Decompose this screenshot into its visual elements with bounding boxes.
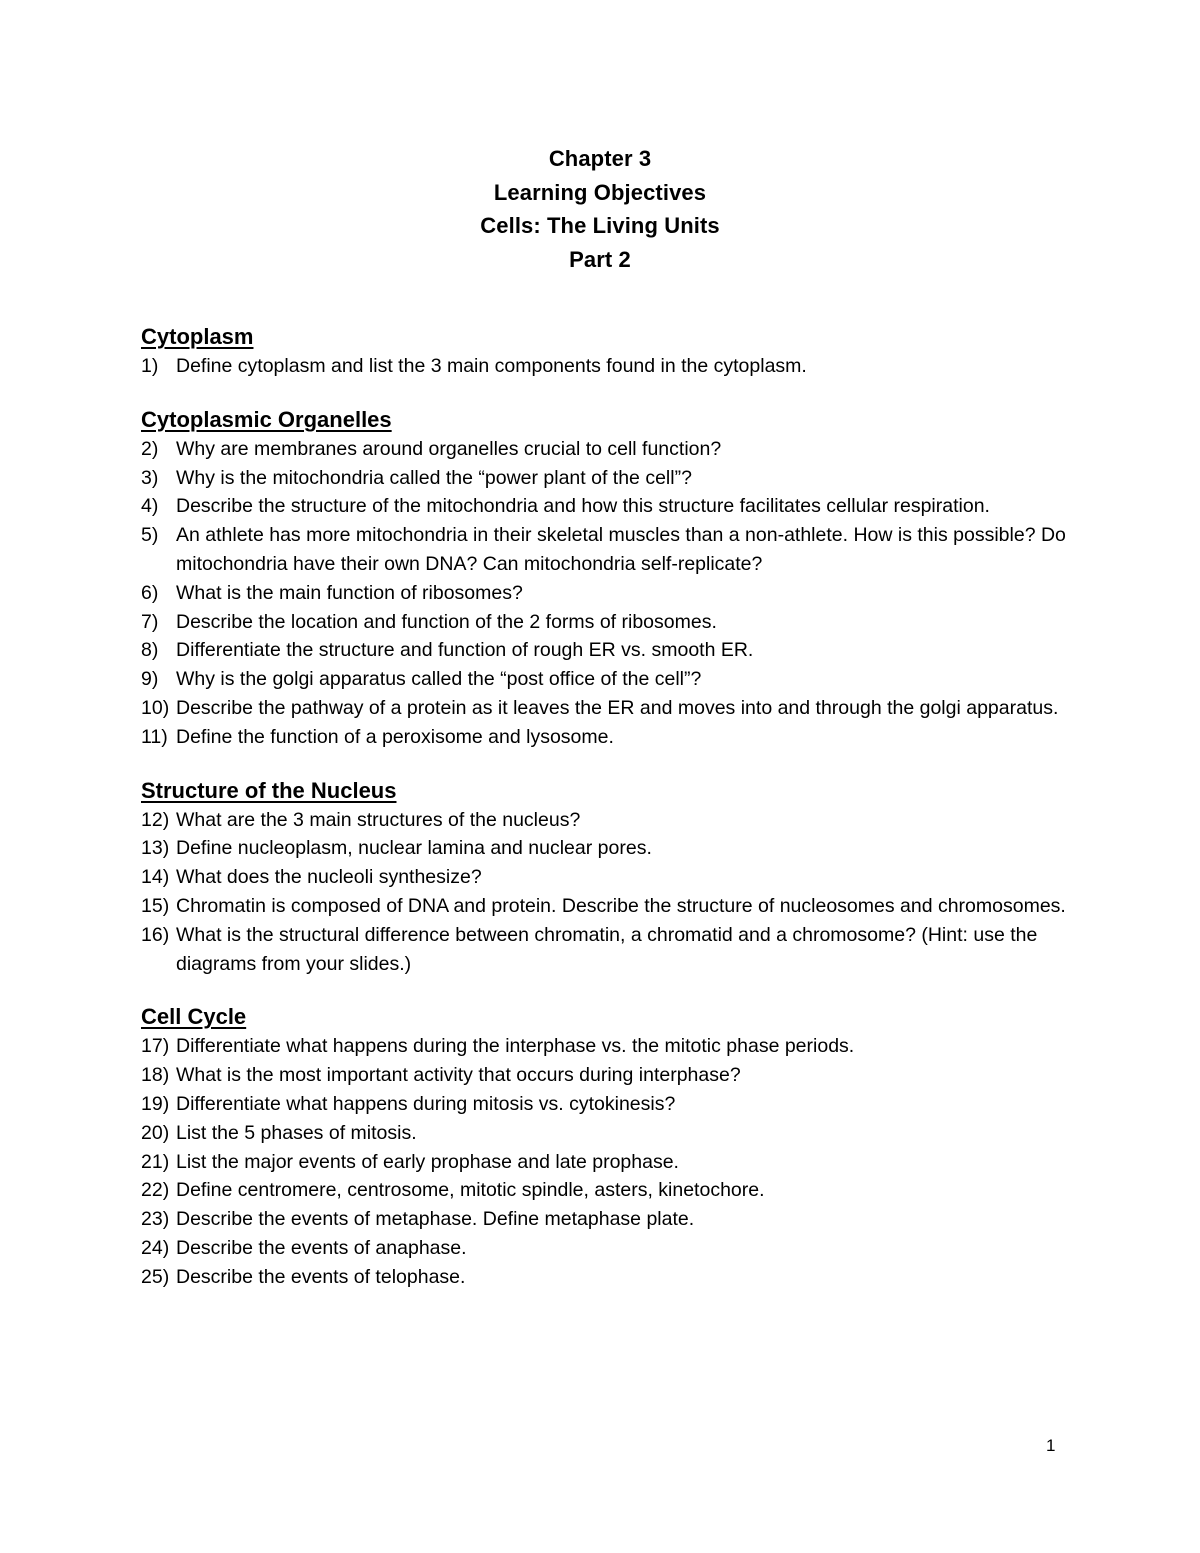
objective-text: An athlete has more mitochondria in their skeletal muscles than a non-athlete. How is this possible? Do mitochondria have their own DNA? Can mitochondria self-replicate?	[176, 524, 1066, 575]
objective-text: What are the 3 main structures of the nucleus?	[176, 808, 581, 831]
section-heading: Cytoplasmic Organelles	[141, 406, 392, 432]
section	[141, 776, 1071, 979]
objective-text: Describe the events of metaphase. Define metaphase plate.	[176, 1208, 695, 1231]
title-learning-objectives: Learning Objectives	[493, 179, 707, 205]
objective-text: What is the most important activity that occurs during interphase?	[176, 1064, 741, 1087]
objective-number: 6)	[141, 581, 159, 604]
objective-item	[141, 892, 1071, 921]
objective-number: 15)	[141, 894, 170, 917]
objective-number: 7)	[141, 610, 159, 633]
objective-item	[141, 492, 1071, 521]
objective-item	[141, 1090, 1071, 1119]
objective-number: 4)	[141, 495, 159, 518]
section-heading: Structure of the Nucleus	[141, 777, 397, 803]
objective-number: 17)	[141, 1035, 170, 1058]
objective-text: What is the structural difference between chromatin, a chromatid and a chromosome? (Hint: use the diagrams from your slides.)	[176, 923, 1038, 975]
objective-text: Differentiate what happens during mitosis vs. cytokinesis?	[176, 1092, 676, 1115]
objective-number: 22)	[141, 1179, 170, 1202]
objective-text: Differentiate the structure and function of rough ER vs. smooth ER.	[176, 639, 754, 662]
objective-number: 5)	[141, 524, 159, 547]
section-heading: Cytoplasm	[141, 324, 254, 349]
section-heading: Cell Cycle	[141, 1004, 247, 1030]
objective-item	[141, 665, 1071, 694]
objective-number: 2)	[141, 437, 159, 460]
section	[141, 1002, 1071, 1291]
objective-item	[141, 1234, 1071, 1263]
objective-item	[141, 464, 1071, 493]
objective-text: What is the main function of ribosomes?	[176, 581, 523, 604]
objective-text: Define the function of a peroxisome and lysosome.	[176, 725, 614, 748]
objectives-content	[141, 322, 1071, 1316]
objective-text: Describe the location and function of the 2 forms of ribosomes.	[176, 610, 717, 633]
objective-text: Why are membranes around organelles crucial to cell function?	[176, 437, 722, 460]
title-topic: Cells: The Living Units	[480, 213, 720, 238]
page-number: 1	[1046, 1436, 1056, 1455]
objective-text: Define nucleoplasm, nuclear lamina and nuclear pores.	[176, 837, 652, 860]
objective-number: 18)	[141, 1064, 170, 1087]
objective-number: 10)	[141, 696, 170, 719]
objective-number: 20)	[141, 1121, 170, 1144]
objective-item	[141, 1176, 1071, 1205]
objective-text: Describe the events of anaphase.	[176, 1236, 467, 1259]
objective-text: List the 5 phases of mitosis.	[176, 1121, 417, 1144]
objective-text: Chromatin is composed of DNA and protein. Describe the structure of nucleosomes and chromosomes.	[176, 894, 1066, 917]
objective-number: 8)	[141, 639, 159, 662]
objective-item	[141, 1119, 1071, 1148]
objective-number: 21)	[141, 1150, 170, 1173]
objective-item	[141, 1148, 1071, 1177]
objective-number: 3)	[141, 466, 159, 489]
objective-item	[141, 723, 1071, 752]
objective-text: Describe the pathway of a protein as it leaves the ER and moves into and through the golgi apparatus.	[176, 696, 1059, 719]
objective-number: 11)	[141, 725, 168, 748]
objective-number: 1)	[141, 355, 159, 377]
title-part: Part 2	[569, 246, 631, 272]
objective-text: Why is the mitochondria called the “power plant of the cell”?	[176, 466, 692, 489]
objective-text: Describe the structure of the mitochondria and how this structure facilitates cellular respiration.	[176, 495, 990, 518]
objective-number: 23)	[141, 1208, 170, 1231]
objective-number: 9)	[141, 668, 159, 691]
objective-item	[141, 694, 1071, 723]
objective-number: 19)	[141, 1092, 170, 1115]
objective-item	[141, 1032, 1071, 1061]
objective-number: 12)	[141, 808, 170, 831]
objective-text: List the major events of early prophase and late prophase.	[176, 1150, 679, 1173]
objective-text: What does the nucleoli synthesize?	[176, 866, 482, 889]
objective-text: Describe the events of telophase.	[176, 1265, 466, 1288]
objective-item	[141, 1061, 1071, 1090]
section	[141, 405, 1071, 752]
section	[141, 322, 1071, 381]
objective-item	[141, 636, 1071, 665]
objective-item	[141, 834, 1071, 863]
objective-number: 14)	[141, 866, 170, 889]
objective-item	[141, 435, 1071, 464]
objective-item	[141, 579, 1071, 608]
objective-item	[141, 352, 1071, 381]
objective-text: Define cytoplasm and list the 3 main components found in the cytoplasm.	[176, 355, 807, 377]
document-title	[0, 142, 1200, 276]
objective-number: 24)	[141, 1236, 170, 1259]
objective-text: Differentiate what happens during the interphase vs. the mitotic phase periods.	[176, 1035, 855, 1058]
objective-item	[141, 921, 1071, 979]
objective-item	[141, 806, 1071, 835]
objective-number: 13)	[141, 837, 170, 860]
objective-item	[141, 1205, 1071, 1234]
objective-text: Define centromere, centrosome, mitotic spindle, asters, kinetochore.	[176, 1179, 765, 1202]
objective-item	[141, 521, 1071, 579]
objective-number: 25)	[141, 1265, 170, 1288]
objective-number: 16)	[141, 923, 170, 946]
objective-item	[141, 863, 1071, 892]
objective-item	[141, 1263, 1071, 1292]
objective-item	[141, 608, 1071, 637]
objective-text: Why is the golgi apparatus called the “post office of the cell”?	[176, 668, 702, 691]
title-chapter: Chapter 3	[548, 146, 652, 171]
